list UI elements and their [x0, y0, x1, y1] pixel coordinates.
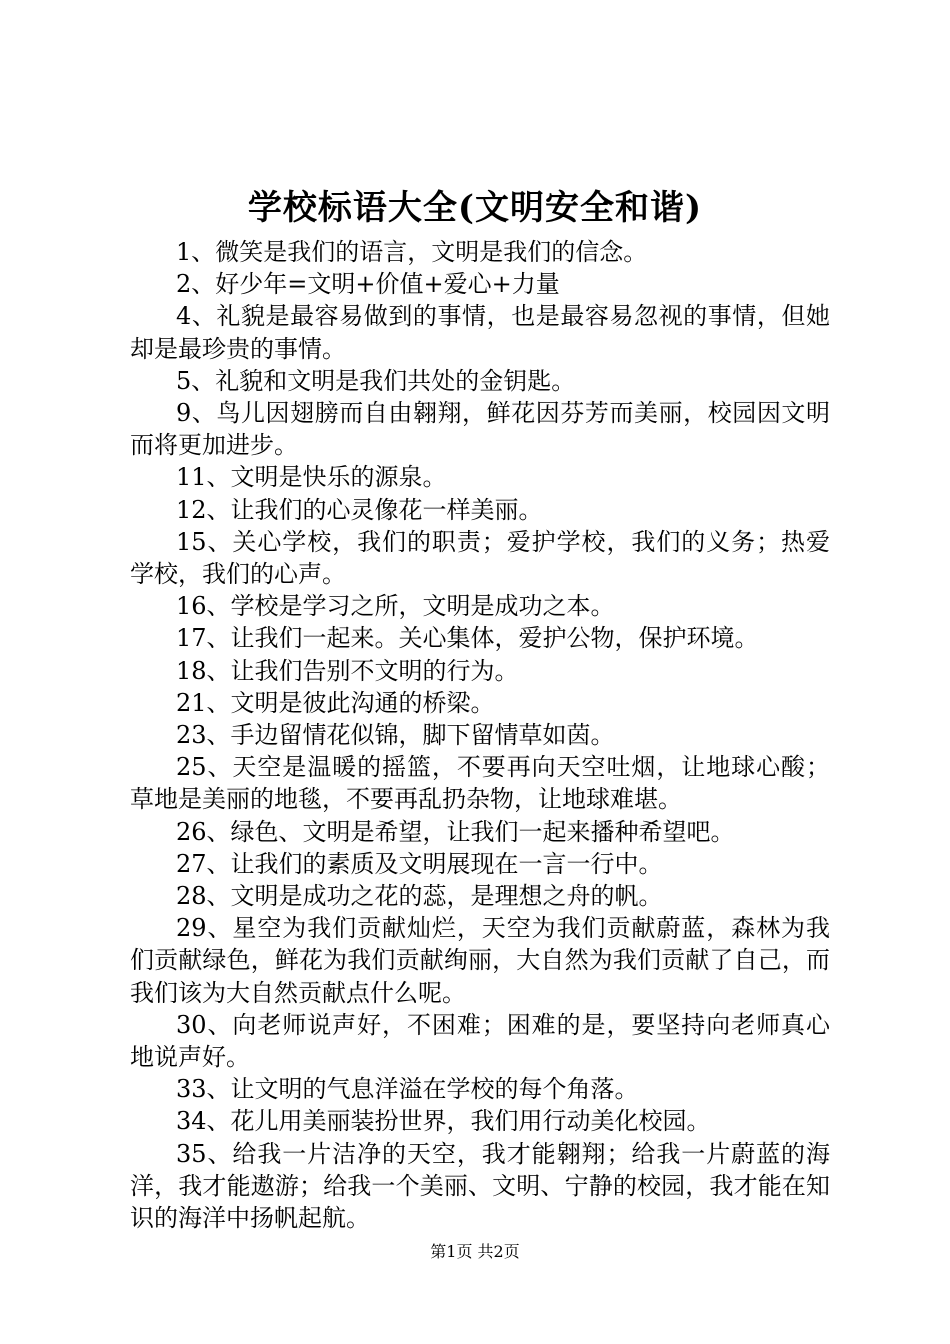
- list-item: 11、文明是快乐的源泉。: [176, 463, 447, 492]
- list-item: 17、让我们一起来。关心集体，爱护公物，保护环境。: [176, 624, 759, 653]
- list-item: 5、礼貌和文明是我们共处的金钥匙。: [176, 366, 576, 395]
- list-item: 2、好少年=文明+价值+爱心+力量: [176, 270, 560, 299]
- slogan-list: [130, 236, 830, 1234]
- list-item: 27、让我们的素质及文明展现在一言一行中。: [176, 849, 663, 878]
- list-item: 12、让我们的心灵像花一样美丽。: [176, 495, 543, 524]
- list-item: 30、向老师说声好，不困难；困难的是，要坚持向老师真心地说声好。: [130, 1010, 830, 1072]
- list-item: 34、花儿用美丽装扮世界，我们用行动美化校园。: [176, 1107, 711, 1136]
- page-number: 第1页 共2页: [430, 1242, 520, 1261]
- list-item: 18、让我们告别不文明的行为。: [176, 656, 519, 685]
- list-item: 15、关心学校，我们的职责；爱护学校，我们的义务；热爱学校，我们的心声。: [130, 527, 830, 589]
- list-item: 21、文明是彼此沟通的桥梁。: [176, 688, 495, 717]
- list-item: 25、天空是温暖的摇篮，不要再向天空吐烟，让地球心酸；草地是美丽的地毯，不要再乱扔杂物，让地球难堪。: [130, 753, 830, 814]
- list-item: 28、文明是成功之花的蕊，是理想之舟的帆。: [176, 882, 663, 911]
- list-item: 23、手边留情花似锦，脚下留情草如茵。: [176, 721, 615, 750]
- list-item: 35、给我一片洁净的天空，我才能翱翔；给我一片蔚蓝的海洋，我才能遨游；给我一个美丽、文明、宁静的校园，我才能在知识的海洋中扬帆起航。: [130, 1139, 830, 1233]
- list-item: 16、学校是学习之所，文明是成功之本。: [176, 592, 615, 621]
- page-title: 学校标语大全(文明安全和谐): [247, 188, 703, 228]
- list-item: 9、鸟儿因翅膀而自由翱翔，鲜花因芬芳而美丽，校园因文明而将更加进步。: [130, 399, 830, 460]
- list-item: 4、礼貌是最容易做到的事情，也是最容易忽视的事情，但她却是最珍贵的事情。: [130, 302, 830, 363]
- list-item: 1、微笑是我们的语言，文明是我们的信念。: [176, 238, 648, 266]
- list-item: 29、星空为我们贡献灿烂，天空为我们贡献蔚蓝，森林为我们贡献绿色，鲜花为我们贡献绚丽，大自然为我们贡献了自己，而我们该为大自然贡献点什么呢。: [130, 914, 830, 1007]
- list-item: 33、让文明的气息洋溢在学校的每个角落。: [176, 1075, 639, 1104]
- list-item: 26、绿色、文明是希望，让我们一起来播种希望吧。: [176, 817, 735, 846]
